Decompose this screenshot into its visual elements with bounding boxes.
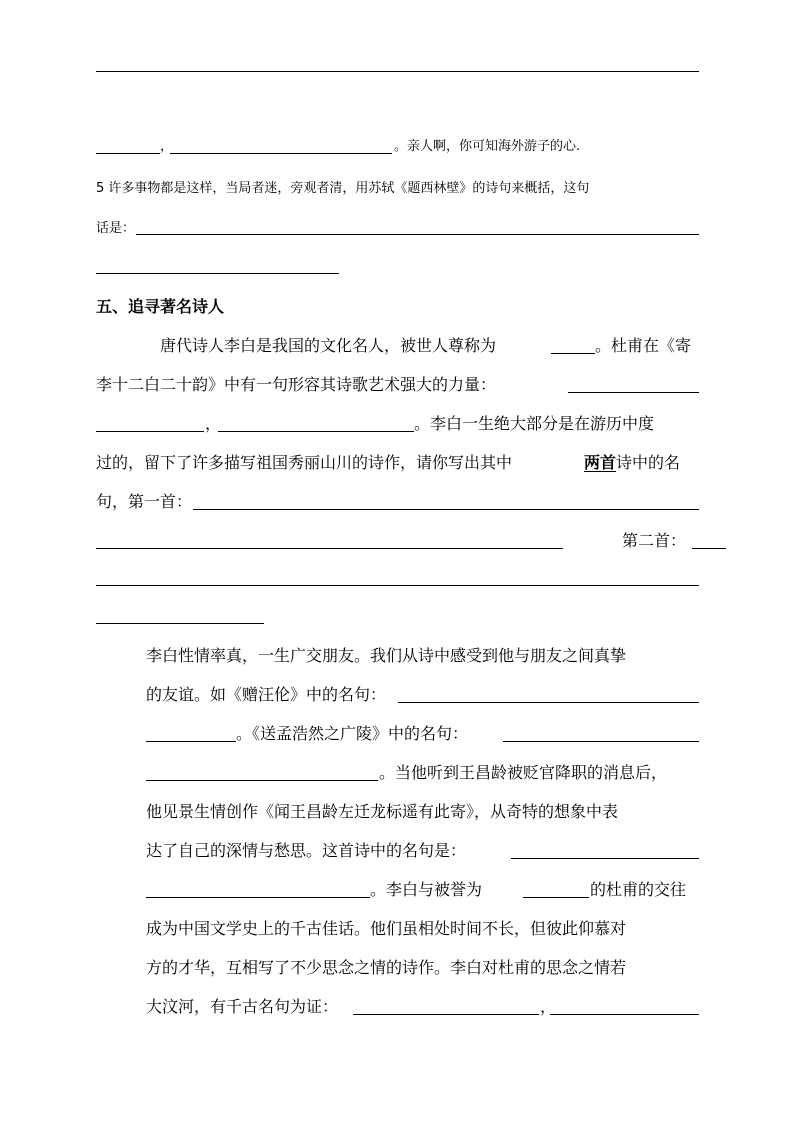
- paragraph-text: 大汶河，有千古名句为证：: [146, 997, 339, 1016]
- answer-blank[interactable]: [146, 741, 236, 742]
- section-title: 五、追寻著名诗人: [96, 297, 225, 316]
- p1-line2: [0, 375, 794, 415]
- header-rule: [96, 71, 699, 72]
- p2-line10: [0, 997, 794, 1037]
- answer-blank[interactable]: [568, 392, 699, 393]
- answer-blank[interactable]: [692, 548, 726, 549]
- paragraph-text: 李白性情率真，一生广交朋友。我们从诗中感受到他与朋友之间真挚: [146, 646, 627, 665]
- answer-blank[interactable]: [146, 780, 378, 781]
- p1-line6: [0, 531, 794, 571]
- p1-line1: [0, 336, 794, 376]
- paragraph-text: 的友谊。如《赠汪伦》中的名句：: [146, 685, 387, 704]
- q4-answer-line: [0, 136, 794, 176]
- paragraph-text: 达了自己的深情与愁思。这首诗中的名句是：: [146, 841, 467, 860]
- paragraph-text: 。李白一生绝大部分是在游历中度: [414, 414, 655, 433]
- q5-line2: [0, 218, 794, 258]
- answer-blank[interactable]: [550, 1014, 699, 1015]
- p2-line7: [0, 880, 794, 920]
- answer-blank[interactable]: [193, 509, 699, 510]
- p1-line5: [0, 492, 794, 532]
- emphasis-text: 两首: [584, 453, 617, 472]
- section-heading: [0, 297, 794, 337]
- paragraph-text: 李十二白二十韵》中有一句形容其诗歌艺术强大的力量：: [96, 375, 497, 394]
- p2-line1: [0, 646, 794, 686]
- answer-blank[interactable]: [511, 858, 699, 859]
- paragraph-text: 。杜甫在《寄: [595, 336, 692, 355]
- paragraph-text: 的杜甫的交往: [590, 880, 687, 899]
- p2-line3: [0, 724, 794, 764]
- answer-blank[interactable]: [136, 234, 699, 235]
- p2-line2: [0, 685, 794, 725]
- paragraph-text: 他见景生情创作《闻王昌龄左迁龙标遥有此寄》，从奇特的想象中表: [146, 802, 619, 821]
- p2-line8: [0, 919, 794, 959]
- q5-line1: [0, 178, 794, 218]
- paragraph-text: 成为中国文学史上的千古佳话。他们虽相处时间不长，但彼此仰慕对: [146, 919, 627, 938]
- separator: ，: [540, 997, 557, 1016]
- paragraph-text: 。李白与被誉为: [370, 880, 483, 899]
- answer-blank[interactable]: [353, 1014, 539, 1015]
- question-text: 5 许多事物都是这样，当局者迷，旁观者清，用苏轼《题西林壁》的诗句来概括，这句: [96, 181, 590, 196]
- paragraph-text: 。当他听到王昌龄被贬官降职的消息后，: [379, 763, 668, 782]
- p1-line3: [0, 414, 794, 454]
- answer-blank[interactable]: [96, 273, 339, 274]
- paragraph-text: 第二首：: [622, 531, 687, 550]
- answer-blank[interactable]: [170, 153, 392, 154]
- p1-line8: [0, 609, 794, 649]
- paragraph-text: 诗中的名: [616, 453, 681, 472]
- p1-line4: [0, 453, 794, 493]
- answer-blank[interactable]: [96, 623, 264, 624]
- p2-line6: [0, 841, 794, 881]
- answer-blank[interactable]: [218, 431, 414, 432]
- question-label: 话是：: [96, 221, 136, 236]
- p2-line5: [0, 802, 794, 842]
- answer-blank[interactable]: [523, 897, 589, 898]
- answer-blank[interactable]: [96, 431, 204, 432]
- q5-line3: [0, 258, 794, 298]
- paragraph-text: 句，第一首：: [96, 492, 193, 511]
- answer-blank[interactable]: [146, 897, 370, 898]
- paragraph-text: 。《送孟浩然之广陵》中的名句：: [236, 724, 469, 743]
- p1-line7: [0, 570, 794, 610]
- p2-line4: [0, 763, 794, 803]
- answer-blank[interactable]: [551, 353, 595, 354]
- answer-blank[interactable]: [96, 585, 699, 586]
- answer-blank[interactable]: [96, 153, 160, 154]
- p2-line9: [0, 958, 794, 998]
- answer-blank[interactable]: [503, 741, 699, 742]
- separator: ，: [205, 414, 222, 433]
- paragraph-text: 过的，留下了许多描写祖国秀丽山川的诗作，请你写出其中: [96, 453, 513, 472]
- paragraph-text: 方的才华，互相写了不少思念之情的诗作。李白对杜甫的思念之情若: [146, 958, 627, 977]
- separator: ，: [160, 139, 174, 154]
- paragraph-text: 唐代诗人李白是我国的文化名人，被世人尊称为: [160, 336, 497, 355]
- answer-blank[interactable]: [96, 548, 563, 549]
- question-text: 。亲人啊，你可知海外游子的心.: [394, 139, 581, 154]
- answer-blank[interactable]: [398, 702, 699, 703]
